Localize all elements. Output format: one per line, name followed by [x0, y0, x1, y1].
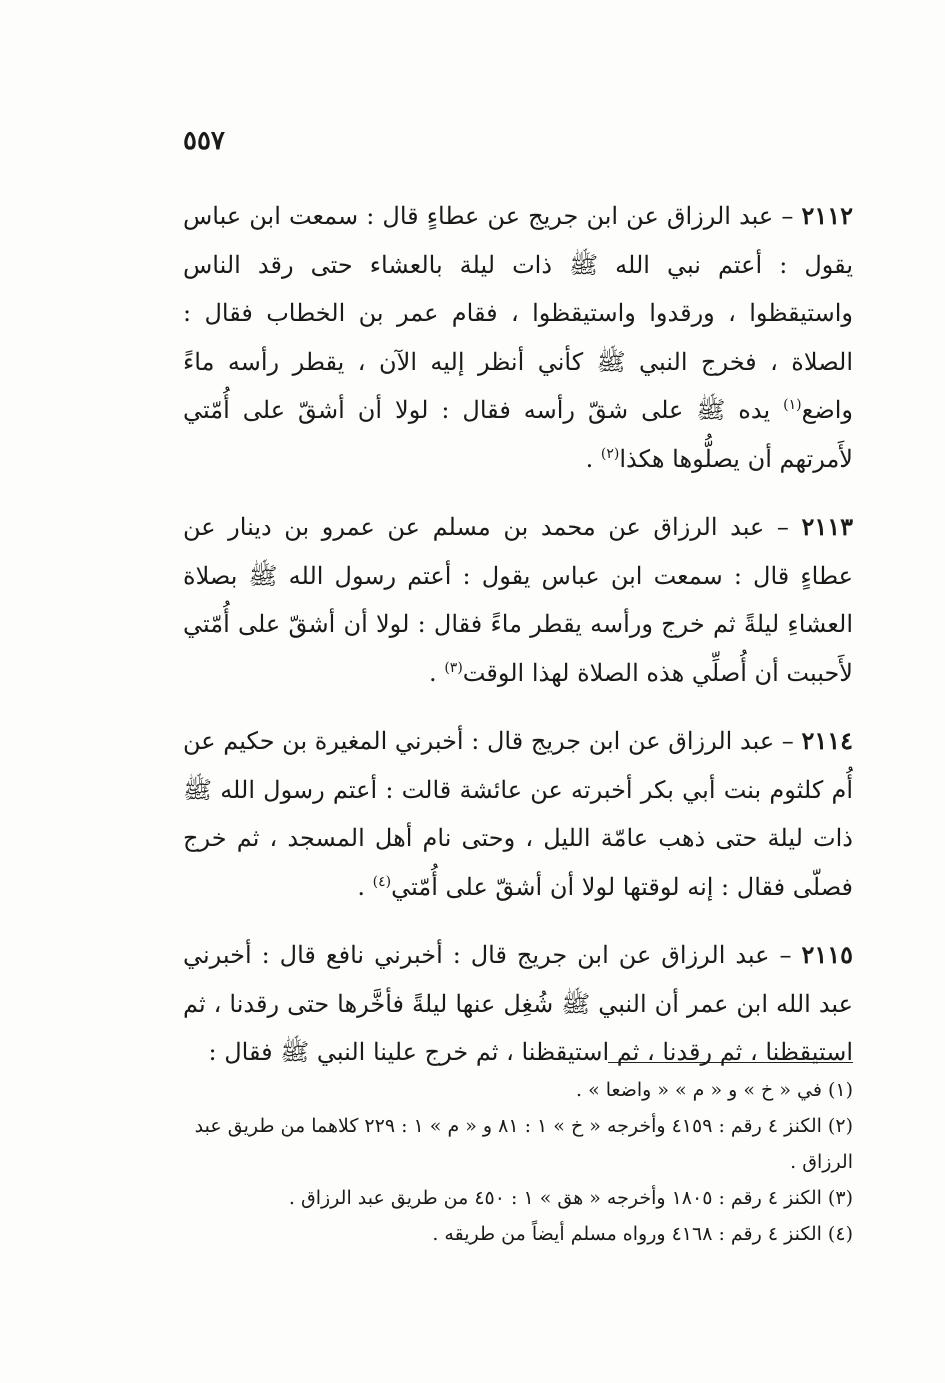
- hadith-2115: [183, 931, 853, 1077]
- hadith-2113: [183, 503, 853, 697]
- footnote-marker: (١): [783, 397, 802, 413]
- footnote-separator: [608, 1062, 853, 1063]
- hadith-2114: [183, 717, 853, 911]
- footnote-4: (٤) الكنز ٤ رقم : ٤١٦٨ ورواه مسلم أيضاً من طريقه .: [432, 1223, 853, 1245]
- hadith-end: .: [585, 444, 601, 473]
- hadith-text: عبد الرزاق عن محمد بن مسلم عن عمرو بن دينار عن عطاءٍ قال : سمعت ابن عباس يقول : أعتم رسول الله ﷺ بصلاة العشاءِ ليلةً ثم خرج ورأسه يقطر ماءً فقال : لولا أن أشقّ على أُمّتي لأَحببت أن أُصلِّي هذه الصلاة لهذا الوقت: [183, 513, 853, 687]
- main-text: [183, 192, 853, 1097]
- hadith-text: عبد الرزاق عن ابن جريج قال : أخبرني المغيرة بن حكيم عن أُم كلثوم بنت أبي بكر أخبرته عن عائشة قالت : أعتم رسول الله ﷺ ذات ليلة حتى ذهب عامّة الليل ، وحتى نام أهل المسجد ، ثم خرج فصلّى فقال : إنه لوقتها لولا أن أشقّ على أُمّتي: [183, 727, 854, 901]
- hadith-number: ٢١١٢: [801, 201, 853, 230]
- hadith-end: .: [357, 872, 373, 901]
- dash: –: [774, 727, 802, 755]
- hadith-text: عبد الرزاق عن ابن جريج قال : أخبرني نافع قال : أخبرني عبد الله ابن عمر أن النبي ﷺ شُغِل عنها ليلةً فأخَّرها حتى رقدنا ، ثم استيقظنا ، ثم رقدنا ، ثم استيقظنا ، ثم خرج علينا النبي ﷺ فقال :: [183, 941, 853, 1066]
- footnotes: [183, 1072, 853, 1252]
- hadith-text: عبد الرزاق عن ابن جريج عن عطاءٍ قال : سمعت ابن عباس يقول : أعتم نبي الله ﷺ ذات ليلة بالعشاء حتى رقد الناس واستيقظوا ، ورقدوا واستيقظوا ، فقام عمر بن الخطاب فقال : الصلاة ، فخرج النبي ﷺ كأني أنظر إليه الآن ، يقطر رأسه ماءً واضع: [183, 202, 853, 424]
- footnote-marker: (٣): [444, 659, 463, 676]
- page-number: ٥٥٧: [183, 126, 225, 156]
- hadith-number: ٢١١٤: [801, 726, 853, 755]
- footnote-3: (٣) الكنز ٤ رقم : ١٨٠٥ وأخرجه « هق » ١ : ٤٥٠ من طريق عبد الرزاق .: [288, 1187, 853, 1209]
- hadith-number: ٢١١٥: [801, 940, 853, 969]
- footnote-marker: (٤): [372, 873, 392, 890]
- footnote-1: (١) في « خ » و « م » « واضعا » .: [576, 1079, 853, 1101]
- footnote-marker: (٢): [600, 445, 620, 462]
- hadith-number: ٢١١٣: [801, 512, 854, 541]
- hadith-text-continued: يده ﷺ على شقّ رأسه فقال : لولا أن أشقّ على أُمّتي لأَمرتهم أن يصلُّوها هكذا: [183, 396, 853, 473]
- dash: –: [769, 941, 802, 969]
- hadith-2112: [183, 192, 853, 483]
- dash: –: [764, 513, 802, 541]
- dash: –: [773, 202, 802, 230]
- hadith-end: .: [429, 658, 445, 687]
- footnote-2: (٢) الكنز ٤ رقم : ٤١٥٩ وأخرجه « خ » ١ : ٨١ و « م » ١ : ٢٢٩ كلاهما من طريق عبد الرزاق .: [194, 1115, 853, 1173]
